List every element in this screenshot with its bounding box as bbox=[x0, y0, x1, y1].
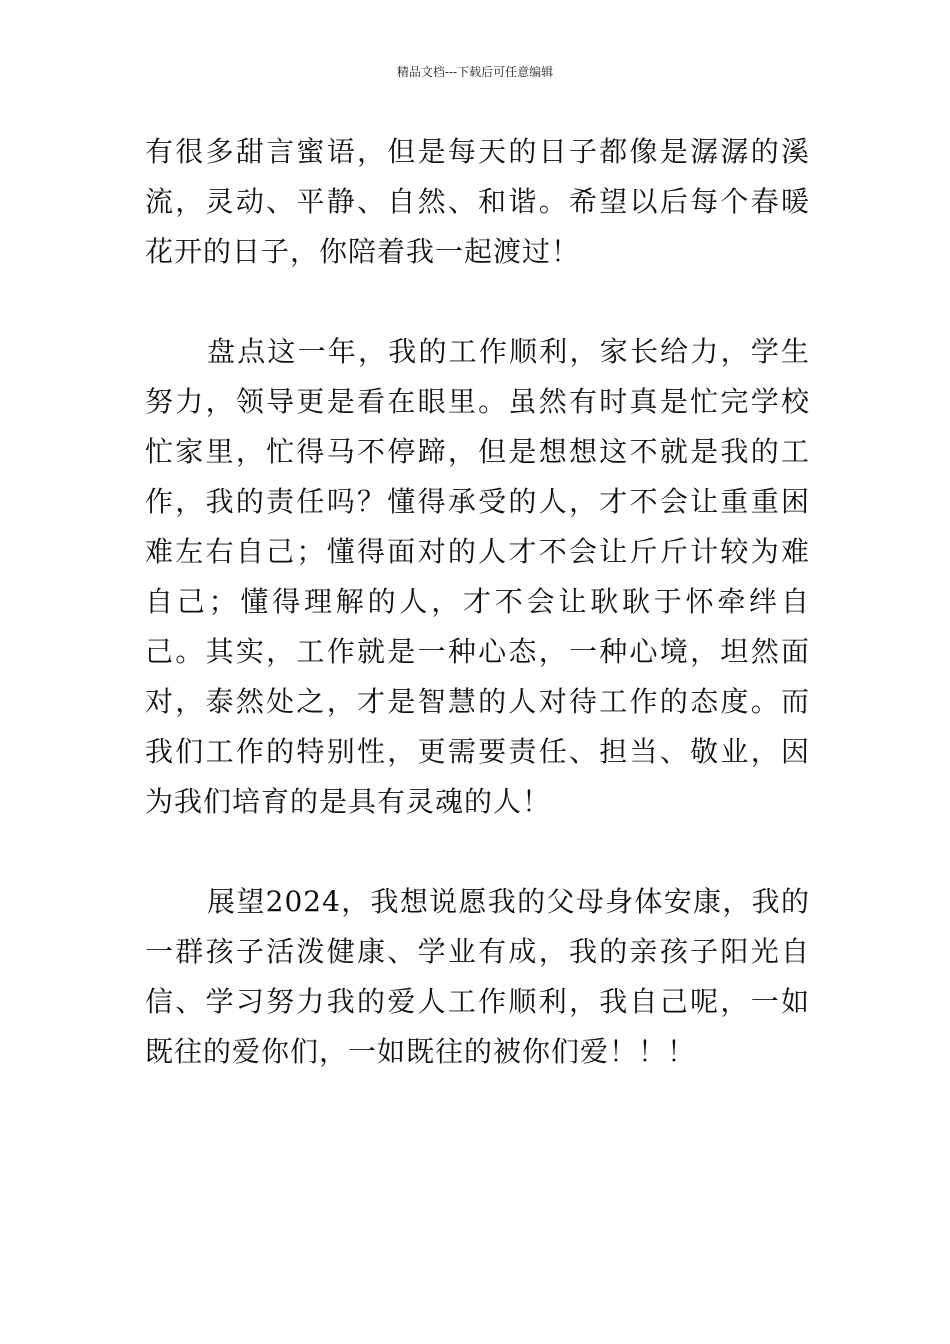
document-body bbox=[145, 127, 810, 1077]
page-header: 精品文档---下载后可任意编辑 bbox=[396, 65, 554, 79]
paragraph-2: 盘点这一年，我的工作顺利，家长给力，学生努力，领导更是看在眼里。虽然有时真是忙完学校忙家里，忙得马不停蹄，但是想想这不就是我的工作，我的责任吗？懂得承受的人，才不会让重重困难左右自己；懂得面对的人才不会让斤斤计较为难自己；懂得理解的人，才不会让耿耿于怀牵绊自己。其实，工作就是一种心态，一种心境，坦然面对，泰然处之，才是智慧的人对待工作的态度。而我们工作的特别性，更需要责任、担当、敬业，因为我们培育的是具有灵魂的人！ bbox=[145, 335, 810, 818]
paragraph-1: 有很多甜言蜜语，但是每天的日子都像是潺潺的溪流，灵动、平静、自然、和谐。希望以后每个春暖花开的日子，你陪着我一起渡过！ bbox=[145, 135, 810, 268]
paragraph-3: 展望2024，我想说愿我的父母身体安康，我的一群孩子活泼健康、学业有成，我的亲孩子阳光自信、学习努力我的爱人工作顺利，我自己呢，一如既往的爱你们，一如既往的被你们爱！！！ bbox=[145, 885, 810, 1068]
